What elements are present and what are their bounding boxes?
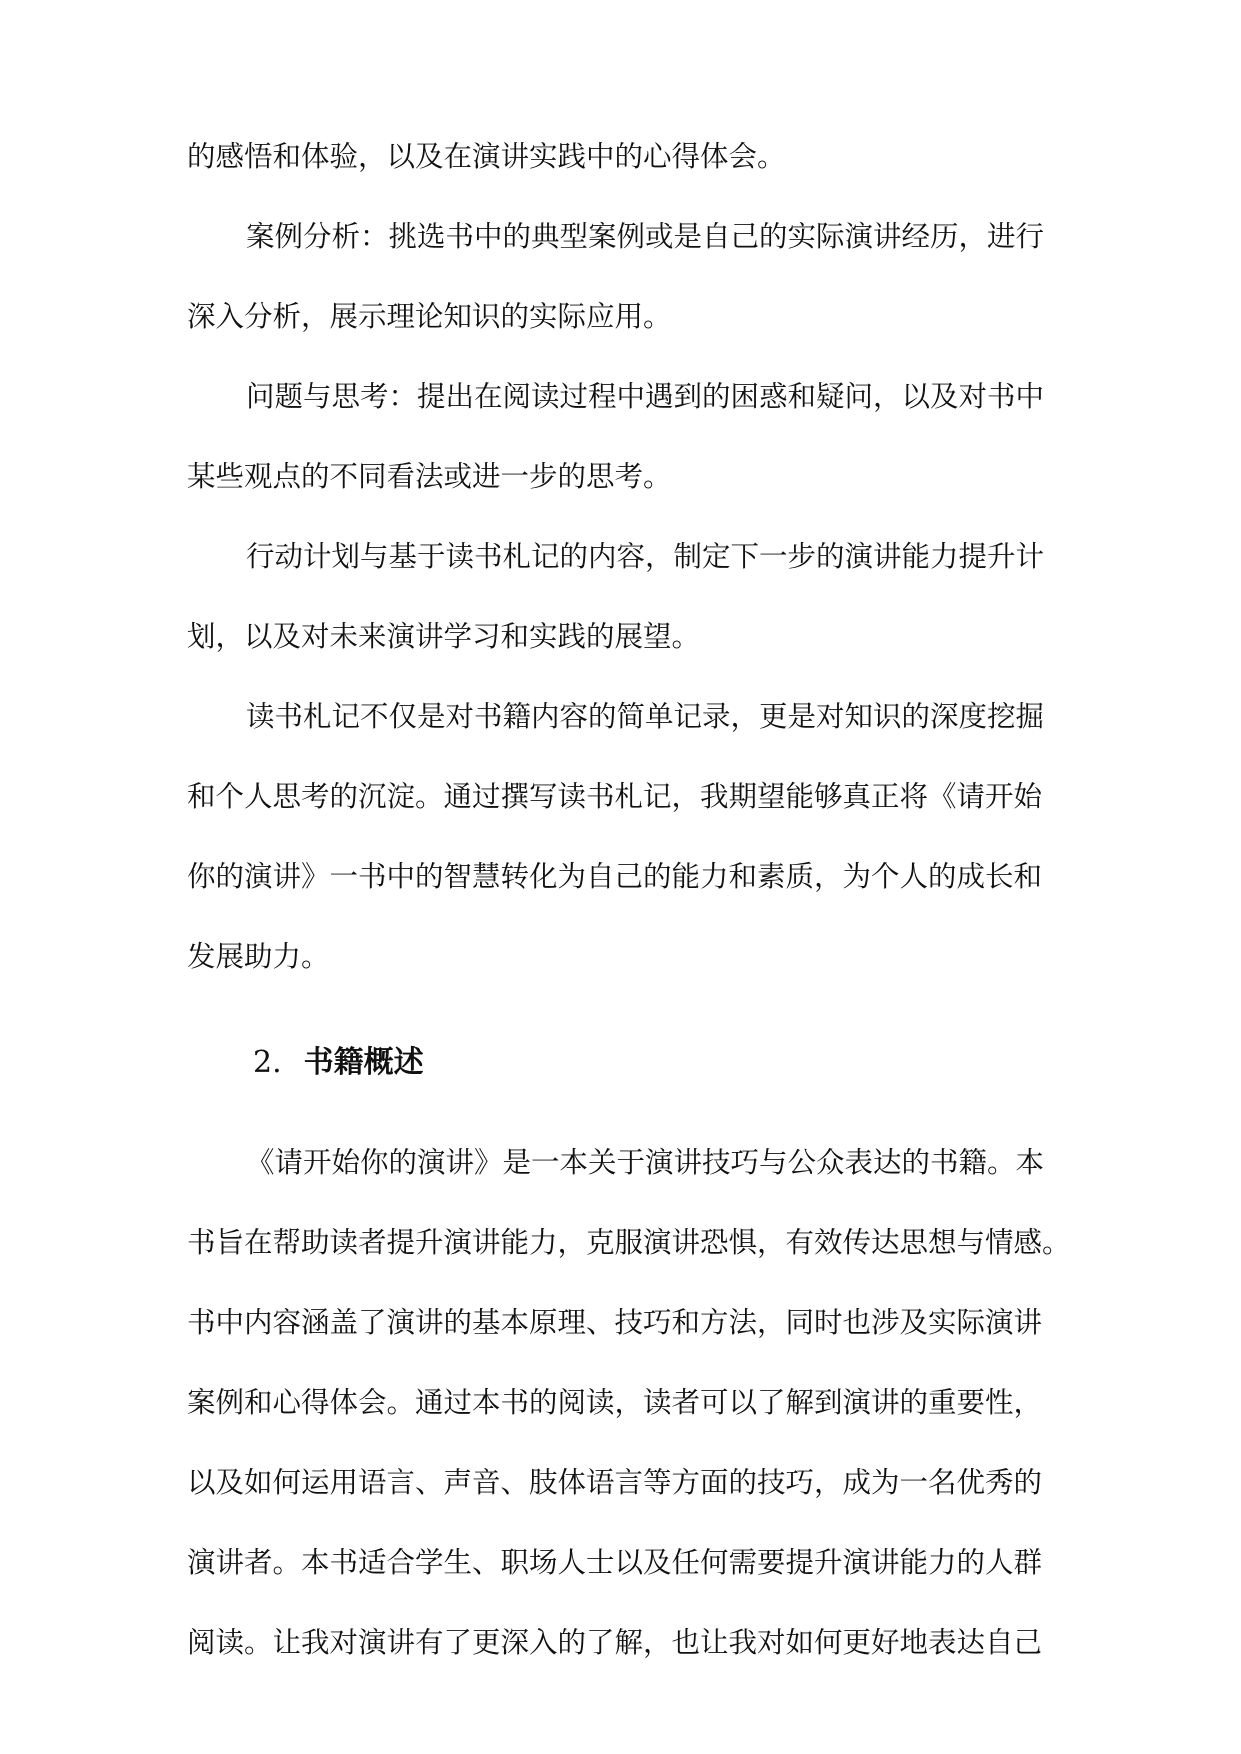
text-line: 行动计划与基于读书札记的内容，制定下一步的演讲能力提升计 — [246, 540, 1045, 573]
text-line: 读书札记不仅是对书籍内容的简单记录，更是对知识的深度挖掘 — [246, 700, 1045, 733]
text-line: 的感悟和体验，以及在演讲实践中的心得体会。 — [187, 140, 786, 173]
text-line: 某些观点的不同看法或进一步的思考。 — [187, 460, 672, 493]
text-line: 《请开始你的演讲》是一本关于演讲技巧与公众表达的书籍。本 — [246, 1146, 1045, 1179]
text-line: 划，以及对未来演讲学习和实践的展望。 — [187, 620, 701, 653]
text-line: 问题与思考：提出在阅读过程中遇到的困惑和疑问，以及对书中 — [246, 380, 1045, 413]
text-line: 和个人思考的沉淀。通过撰写读书札记，我期望能够真正将《请开始 — [187, 780, 1043, 813]
text-line: 案例分析：挑选书中的典型案例或是自己的实际演讲经历，进行 — [246, 220, 1045, 253]
text-line: 演讲者。本书适合学生、职场人士以及任何需要提升演讲能力的人群 — [187, 1546, 1043, 1579]
text-line: 你的演讲》一书中的智慧转化为自己的能力和素质，为个人的成长和 — [187, 860, 1043, 893]
text-line: 书旨在帮助读者提升演讲能力，克服演讲恐惧，有效传达思想与情感。 — [187, 1226, 1071, 1259]
text-line: 深入分析，展示理论知识的实际应用。 — [187, 300, 672, 333]
text-line: 以及如何运用语言、声音、肢体语言等方面的技巧，成为一名优秀的 — [187, 1466, 1043, 1499]
text-line: 阅读。让我对演讲有了更深入的了解，也让我对如何更好地表达自己 — [187, 1626, 1043, 1659]
section-number: 2. — [253, 1045, 282, 1080]
text-line: 案例和心得体会。通过本书的阅读，读者可以了解到演讲的重要性， — [187, 1386, 1043, 1419]
text-line: 书中内容涵盖了演讲的基本原理、技巧和方法，同时也涉及实际演讲 — [187, 1306, 1043, 1339]
section-heading — [253, 1043, 424, 1083]
section-title: 书籍概述 — [303, 1045, 424, 1080]
text-line: 发展助力。 — [187, 940, 330, 973]
